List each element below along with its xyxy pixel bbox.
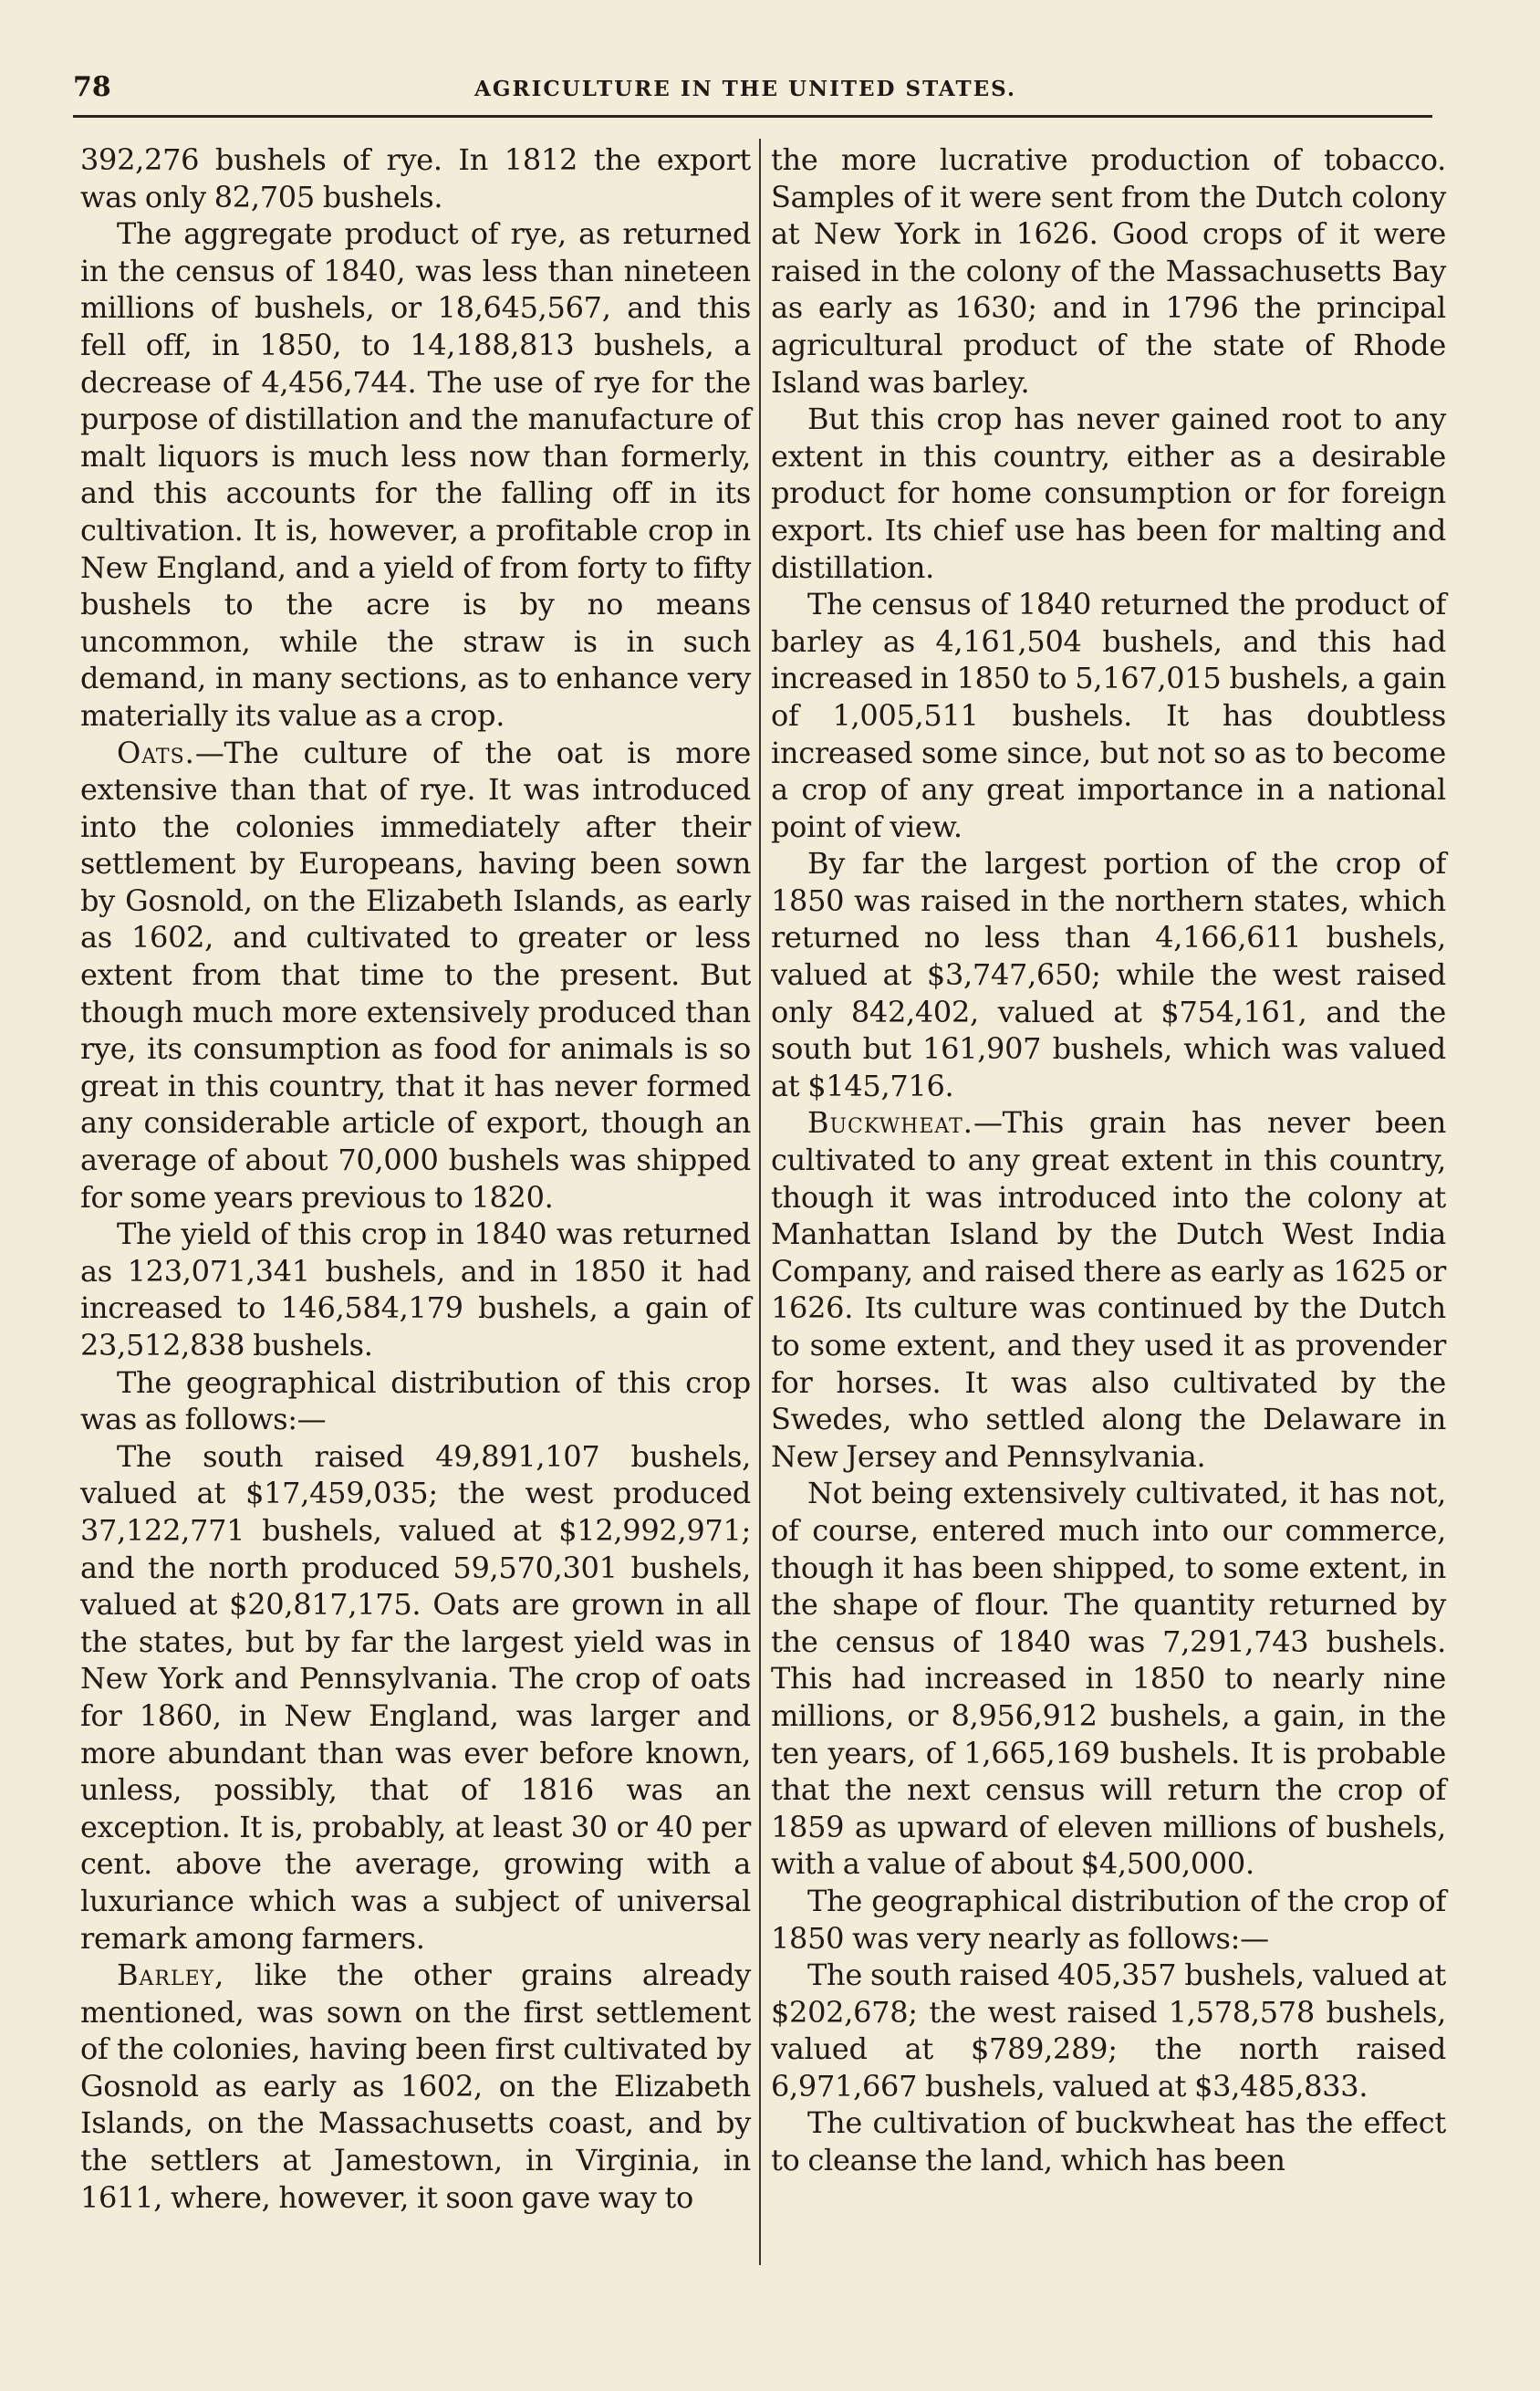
- right-column: [771, 141, 1446, 2179]
- paragraph: Not being extensively cultivated, it has not, of course, entered much into our commerce, though it has been shipped, to some extent, in the shape of flour. The quantity returned by the census of 1840 was 7,291,743 bushels. This had increased in 1850 to nearly nine millions, or 8,956,912 bushels, a gain, in the ten years, of 1,665,169 bushels. It is probable that the next census will return the crop of 1859 as upward of eleven millions of bushels, with a value of about $4,500,000.: [771, 1476, 1446, 1882]
- paragraph-oats: [80, 735, 751, 1216]
- paragraph: The south raised 405,357 bushels, valued at $202,678; the west raised 1,578,578 bushels, valued at $789,289; the north raised 6,971,667 bushels, valued at $3,485,833.: [771, 1958, 1446, 2104]
- section-lead-barley: Barley,: [117, 1958, 225, 1993]
- paragraph-barley: [80, 1957, 751, 2216]
- paragraph: the more lucrative production of tobacco. Samples of it were sent from the Dutch colony at New York in 1626. Good crops of it were raised in the colony of the Massachusetts Bay as early as 1630; and in 1796 the principal agricultural product of the state of Rhode Island was barley.: [771, 142, 1446, 400]
- column-divider: [759, 139, 761, 2265]
- left-column: [80, 141, 751, 2216]
- paragraph: By far the largest portion of the crop of 1850 was raised in the northern states, which returned no less than 4,166,611 bushels, valued at $3,747,650; while the west raised only 842,402, valued at $754,161, and the south but 161,907 bushels, which was valued at $145,716.: [771, 846, 1446, 1103]
- paragraph: The south raised 49,891,107 bushels, valued at $17,459,035; the west produced 37,122,771 bushels, valued at $12,992,971; and the north produced 59,570,301 bushels, valued at $20,817,175. Oats are grown in all the states, but by far the largest yield was in New York and Pennsylvania. The crop of oats for 1860, in New England, was larger and more abundant than was ever before known, unless, possibly, that of 1816 was an exception. It is, probably, at least 30 or 40 per cent. above the average, growing with a luxuriance which was a subject of universal remark among farmers.: [80, 1438, 751, 1956]
- paragraph-text: —This grain has never been cultivated to any great extent in this country, though it was introduced into the colony at Manhattan Island by the Dutch West India Company, and raised there as early as 1625 or 1626. Its culture was continued by the Dutch to some extent, and they used it as provender for horses. It was also cultivated by the Swedes, who settled along the Delaware in New Jersey and Pennsylvania.: [771, 1105, 1446, 1474]
- header-rule: [73, 115, 1432, 118]
- paragraph-text: like the other grains already mentioned, was sown on the first settlement of the colonies, having been first cultivated by Gosnold as early as 1602, on the Elizabeth Islands, on the Massachusetts coast, and by the settlers at Jamestown, in Virginia, in 1611, where, however, it soon gave way to: [80, 1958, 751, 2215]
- paragraph: The cultivation of buckwheat has the effect to cleanse the land, which has been: [771, 2105, 1446, 2178]
- paragraph-text: —The culture of the oat is more extensive than that of rye. It was introduced into the colonies immediately after their settlement by Europeans, having been sown by Gosnold, on the Elizabeth Islands, as early as 1602, and cultivated to greater or less extent from that time to the present. But though much more extensively produced than rye, its consumption as food for animals is so great in this country, that it has never formed any considerable article of export, though an average of about 70,000 bushels was shipped for some years previous to 1820.: [80, 735, 751, 1215]
- paragraph: But this crop has never gained root to any extent in this country, either as a desirable product for home consumption or for foreign export. Its chief use has been for malting and distillation.: [771, 402, 1446, 585]
- paragraph: 392,276 bushels of rye. In 1812 the export was only 82,705 bushels.: [80, 142, 751, 214]
- paragraph-buckwheat: [771, 1104, 1446, 1475]
- section-lead-buckwheat: Buckwheat.: [807, 1105, 973, 1141]
- paragraph: The geographical distribution of the crop of 1850 was very nearly as follows:—: [771, 1883, 1446, 1956]
- paragraph: The census of 1840 returned the product of barley as 4,161,504 bushels, and this had increased in 1850 to 5,167,015 bushels, a gain of 1,005,511 bushels. It has doubtless increased some since, but not so as to become a crop of any great importance in a national point of view.: [771, 587, 1446, 844]
- paragraph: The aggregate product of rye, as returned in the census of 1840, was less than nineteen millions of bushels, or 18,645,567, and this fell off, in 1850, to 14,188,813 bushels, a decrease of 4,456,744. The use of rye for the purpose of distillation and the manufacture of malt liquors is much less now than formerly, and this accounts for the falling off in its cultivation. It is, however, a profitable crop in New England, and a yield of from forty to fifty bushels to the acre is by no means uncommon, while the straw is in such demand, in many sections, as to enhance very materially its value as a crop.: [80, 216, 751, 733]
- page-header: [73, 71, 1441, 108]
- running-title: AGRICULTURE IN THE UNITED STATES.: [474, 77, 1016, 101]
- section-lead-oats: Oats.: [117, 735, 195, 770]
- paragraph: The geographical distribution of this crop was as follows:—: [80, 1364, 751, 1437]
- page-number: 78: [73, 71, 111, 103]
- paragraph: The yield of this crop in 1840 was returned as 123,071,341 bushels, and in 1850 it had increased to 146,584,179 bushels, a gain of 23,512,838 bushels.: [80, 1216, 751, 1363]
